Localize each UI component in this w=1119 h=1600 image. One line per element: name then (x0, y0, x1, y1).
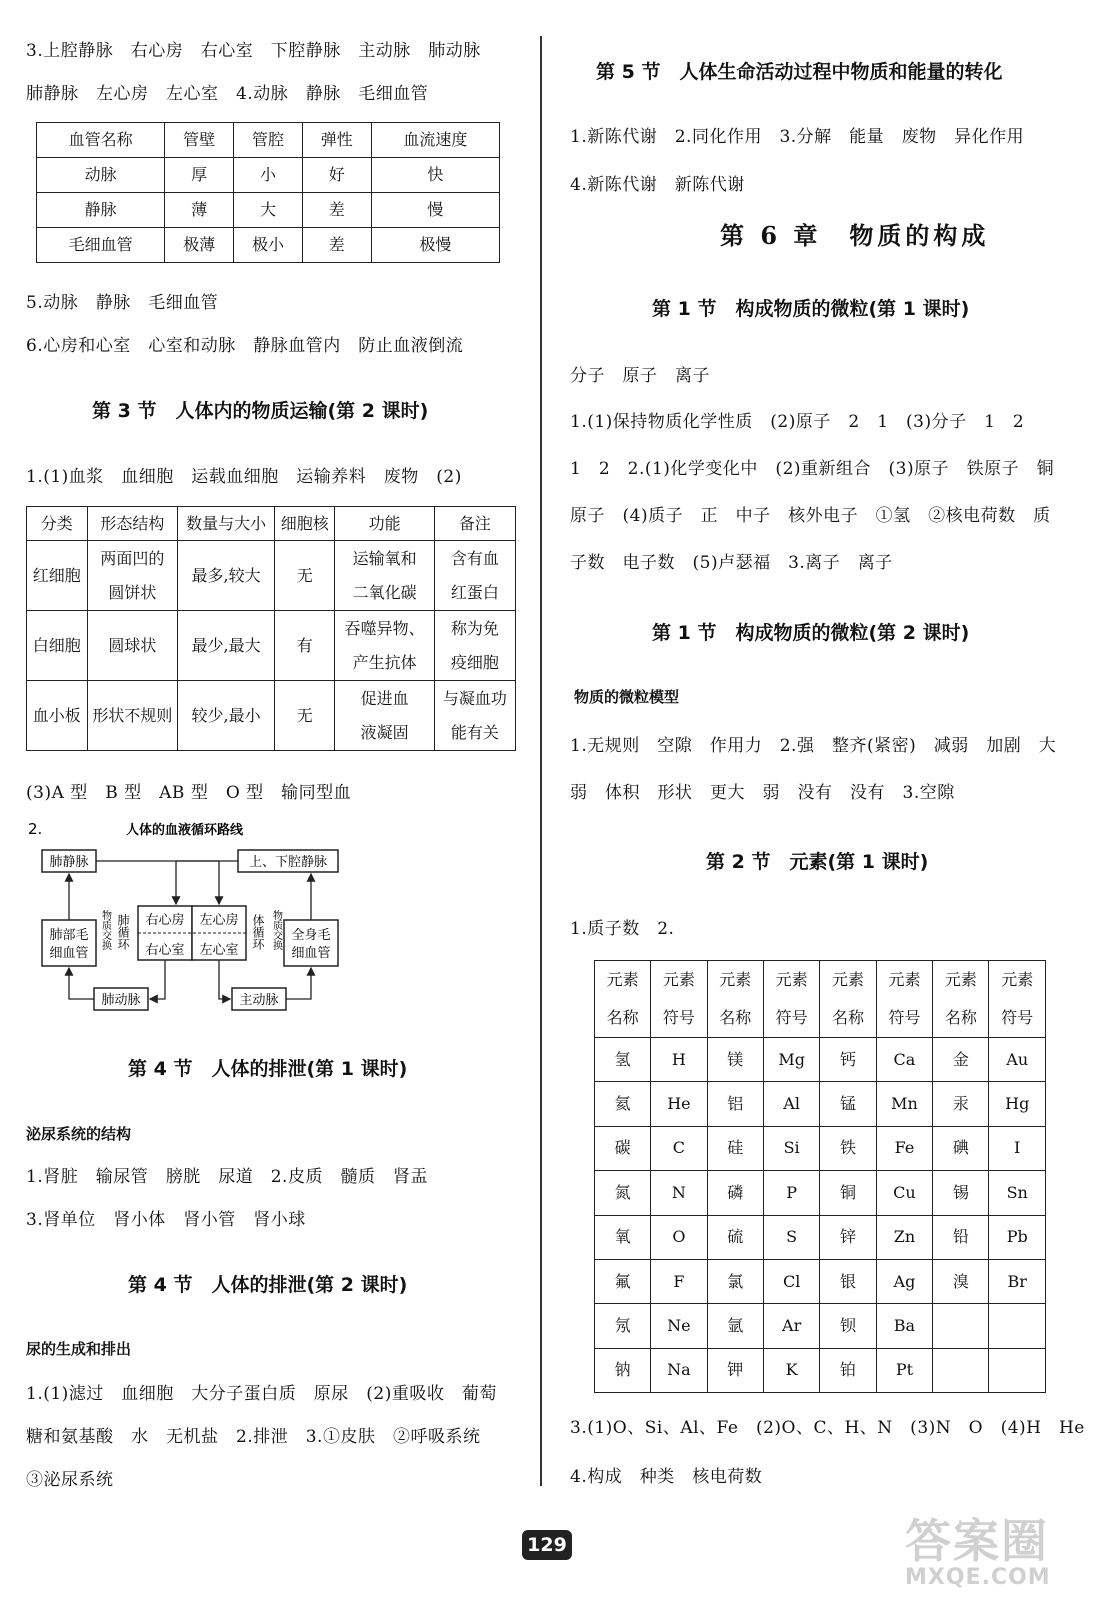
table-cell: 形状不规则 (87, 681, 178, 751)
flow-arrow (219, 960, 230, 999)
answer-line: 1.肾脏 输尿管 膀胱 尿道 2.皮质 髓质 肾盂 (26, 1167, 428, 1187)
answer-line: ③泌尿系统 (26, 1470, 114, 1490)
table-cell: 氮 (595, 1171, 651, 1215)
flow-arrow (286, 968, 311, 999)
table-cell: 钙 (820, 1038, 876, 1082)
cell-text-line: 吞噬异物、 (344, 618, 425, 638)
right-ventricle-label: 右心室 (145, 943, 185, 958)
answer-line: 1.质子数 2. (570, 919, 675, 939)
cell-text-line: 名称 (606, 1008, 639, 1027)
table-row (37, 158, 500, 193)
pulmonary-circulation-label: 肺循环 (116, 914, 130, 950)
cell-text-line: 红蛋白 (450, 582, 499, 602)
table-row (27, 611, 516, 681)
table-header-cell (820, 961, 876, 1038)
table-cell: Sn (989, 1171, 1046, 1215)
cell-text-line: 元素 (606, 970, 639, 989)
table-cell: 快 (371, 158, 499, 193)
table-cell: 圆球状 (87, 611, 178, 681)
table-row (37, 193, 500, 228)
table-cell: 极小 (234, 228, 303, 263)
table-cell: 银 (820, 1259, 876, 1303)
table-row (595, 1126, 1046, 1170)
answer-line: 肺静脉 左心房 左心室 4.动脉 静脉 毛细血管 (26, 84, 429, 104)
table-cell: 最多,较大 (178, 541, 275, 611)
answer-line: 1.新陈代谢 2.同化作用 3.分解 能量 废物 异化作用 (570, 127, 1025, 147)
table-cell: 差 (302, 193, 371, 228)
body-capillaries-label: 细血管 (291, 946, 331, 961)
cell-text-line: 元素 (662, 970, 695, 989)
table-header-cell: 血流速度 (371, 123, 499, 158)
table-header-cell (595, 961, 651, 1038)
blood-circulation-diagram (26, 818, 376, 1014)
cell-text-line: 元素 (719, 970, 752, 989)
table-cell: N (651, 1171, 708, 1215)
table-cell: 氟 (595, 1259, 651, 1303)
cell-text-line: 名称 (719, 1008, 752, 1027)
table-cell (434, 541, 515, 611)
left-atrium-label: 左心房 (199, 913, 239, 928)
table-cell: Ca (876, 1038, 933, 1082)
table-header-cell: 功能 (335, 507, 434, 541)
material-exchange-label: 物质交换 (270, 910, 282, 950)
section-title: 第 3 节 人体内的物质运输(第 2 课时) (92, 400, 429, 422)
table-cell: 磷 (707, 1171, 763, 1215)
flow-arrow (69, 968, 94, 999)
pulmonary-artery-label: 肺动脉 (101, 993, 141, 1008)
table-cell: 碘 (933, 1126, 989, 1170)
cell-text-line: 符号 (775, 1008, 808, 1027)
answer-line: 1.无规则 空隙 作用力 2.强 整齐(紧密) 减弱 加剧 大 (570, 736, 1057, 756)
answer-line: 1.(1)血浆 血细胞 运载血细胞 运输养料 废物 (2) (26, 467, 462, 487)
table-cell (335, 541, 434, 611)
cell-text-line: 促进血 (360, 688, 409, 708)
answer-line: 原子 (4)质子 正 中子 核外电子 ①氢 ②核电荷数 质 (570, 506, 1051, 526)
table-cell (989, 1304, 1046, 1348)
table-cell (989, 1348, 1046, 1392)
table-cell: 汞 (933, 1082, 989, 1126)
subsection-title: 尿的生成和排出 (26, 1340, 132, 1358)
section-title: 第 5 节 人体生命活动过程中物质和能量的转化 (596, 61, 1003, 83)
table-cell: 好 (302, 158, 371, 193)
table-row (595, 1304, 1046, 1348)
vessel-table (36, 122, 500, 263)
table-cell (933, 1304, 989, 1348)
table-cell: 白细胞 (27, 611, 88, 681)
table-row (595, 1171, 1046, 1215)
table-row (595, 1082, 1046, 1126)
venae-cavae-label: 上、下腔静脉 (248, 855, 328, 870)
table-cell: 氖 (595, 1304, 651, 1348)
right-atrium-label: 右心房 (145, 913, 185, 928)
table-cell: 锰 (820, 1082, 876, 1126)
answer-line: 弱 体积 形状 更大 弱 没有 没有 3.空隙 (570, 783, 955, 803)
subsection-title: 泌尿系统的结构 (26, 1125, 132, 1143)
diagram-number: 2. (28, 820, 43, 838)
table-cell: 差 (302, 228, 371, 263)
table-cell: 硅 (707, 1126, 763, 1170)
answer-line: 子数 电子数 (5)卢瑟福 3.离子 离子 (570, 553, 893, 573)
table-row (27, 681, 516, 751)
cell-text-line: 符号 (662, 1008, 695, 1027)
cell-text-line: 能有关 (450, 722, 499, 742)
cell-text-line: 二氧化碳 (352, 582, 417, 602)
lung-capillaries-label: 肺部毛 (49, 928, 89, 943)
table-cell: 硫 (707, 1215, 763, 1259)
table-cell: Ar (763, 1304, 820, 1348)
table-cell: Br (989, 1259, 1046, 1303)
section-title: 第 4 节 人体的排泄(第 1 课时) (128, 1058, 408, 1080)
table-cell: Zn (876, 1215, 933, 1259)
blood-cell-table (26, 506, 516, 751)
cell-text-line: 疫细胞 (450, 652, 499, 672)
table-cell: 极薄 (165, 228, 234, 263)
table-header-cell: 管腔 (234, 123, 303, 158)
systemic-circulation-label: 体循环 (251, 914, 265, 950)
answer-line: 糖和氨基酸 水 无机盐 2.排泄 3.①皮肤 ②呼吸系统 (26, 1427, 481, 1447)
table-header-cell: 血管名称 (37, 123, 165, 158)
table-cell: 薄 (165, 193, 234, 228)
answer-line: 5.动脉 静脉 毛细血管 (26, 293, 219, 313)
table-header-cell: 形态结构 (87, 507, 178, 541)
material-exchange-label: 物质交换 (99, 910, 111, 950)
table-cell: Al (763, 1082, 820, 1126)
table-cell: Mn (876, 1082, 933, 1126)
table-cell: Mg (763, 1038, 820, 1082)
table-header-cell: 备注 (434, 507, 515, 541)
cell-text-line: 含有血 (450, 548, 499, 568)
table-cell: C (651, 1126, 708, 1170)
diagram-title: 人体的血液循环路线 (126, 823, 244, 838)
cell-text-line: 元素 (832, 970, 865, 989)
table-cell: 铜 (820, 1171, 876, 1215)
table-cell (87, 541, 178, 611)
table-cell: K (763, 1348, 820, 1392)
table-cell: Na (651, 1348, 708, 1392)
cell-text-line: 元素 (944, 970, 977, 989)
table-cell: Cl (763, 1259, 820, 1303)
column-divider (540, 36, 542, 1486)
flow-arrow (96, 861, 219, 904)
table-cell: 铂 (820, 1348, 876, 1392)
table-cell: 大 (234, 193, 303, 228)
table-row (27, 541, 516, 611)
table-header-cell (933, 961, 989, 1038)
section-title: 第 2 节 元素(第 1 课时) (706, 851, 929, 873)
watermark-logo (905, 1505, 1100, 1595)
table-cell (434, 611, 515, 681)
table-header-cell (651, 961, 708, 1038)
table-cell: 有 (274, 611, 335, 681)
table-cell: 红细胞 (27, 541, 88, 611)
table-cell: 最少,最大 (178, 611, 275, 681)
table-cell: 碳 (595, 1126, 651, 1170)
answer-line: 3.上腔静脉 右心房 右心室 下腔静脉 主动脉 肺动脉 (26, 41, 481, 61)
table-header-cell: 数量与大小 (178, 507, 275, 541)
table-cell: Ag (876, 1259, 933, 1303)
cell-text-line: 运输氧和 (352, 548, 417, 568)
table-row (595, 1038, 1046, 1082)
table-cell: 钡 (820, 1304, 876, 1348)
table-cell: 慢 (371, 193, 499, 228)
table-cell: 氢 (595, 1038, 651, 1082)
table-cell: 较少,最小 (178, 681, 275, 751)
table-header-row (37, 123, 500, 158)
cell-text-line: 元素 (1001, 970, 1034, 989)
table-cell: 铝 (707, 1082, 763, 1126)
watermark-text: 答案圈 (905, 1514, 1049, 1568)
table-header-cell: 管壁 (165, 123, 234, 158)
answer-line: 分子 原子 离子 (570, 366, 710, 386)
table-header-cell: 细胞核 (274, 507, 335, 541)
aorta-label: 主动脉 (239, 993, 279, 1008)
table-cell: 氦 (595, 1082, 651, 1126)
table-cell: S (763, 1215, 820, 1259)
answer-line: 4.构成 种类 核电荷数 (570, 1467, 763, 1487)
flow-arrow (150, 960, 165, 999)
table-cell: 极慢 (371, 228, 499, 263)
table-cell: Cu (876, 1171, 933, 1215)
table-header-cell (763, 961, 820, 1038)
table-header-cell (876, 961, 933, 1038)
table-cell: 无 (274, 541, 335, 611)
table-cell: 铁 (820, 1126, 876, 1170)
table-cell: F (651, 1259, 708, 1303)
table-header-cell: 弹性 (302, 123, 371, 158)
left-ventricle-label: 左心室 (199, 943, 239, 958)
table-cell: Au (989, 1038, 1046, 1082)
cell-text-line: 符号 (888, 1008, 921, 1027)
table-cell: Hg (989, 1082, 1046, 1126)
table-cell: 无 (274, 681, 335, 751)
table-cell: Si (763, 1126, 820, 1170)
chapter-title: 第 6 章 物质的构成 (720, 221, 990, 250)
table-cell: 氩 (707, 1304, 763, 1348)
section-title: 第 1 节 构成物质的微粒(第 1 课时) (652, 298, 970, 320)
table-cell: 锡 (933, 1171, 989, 1215)
table-cell: Fe (876, 1126, 933, 1170)
element-table-body (595, 1038, 1046, 1393)
cell-text-line: 与凝血功 (442, 688, 507, 708)
table-cell (434, 681, 515, 751)
element-table (594, 960, 1046, 1393)
table-row (595, 1259, 1046, 1303)
table-cell: He (651, 1082, 708, 1126)
table-header-cell: 分类 (27, 507, 88, 541)
subsection-title: 物质的微粒模型 (574, 688, 680, 706)
table-header-cell (989, 961, 1046, 1038)
table-cell: 镁 (707, 1038, 763, 1082)
table-cell: 血小板 (27, 681, 88, 751)
cell-text-line: 两面凹的 (100, 548, 165, 568)
table-cell: 铅 (933, 1215, 989, 1259)
answer-line: 1.(1)滤过 血细胞 大分子蛋白质 原尿 (2)重吸收 葡萄 (26, 1384, 497, 1404)
answer-line: 4.新陈代谢 新陈代谢 (570, 175, 745, 195)
table-cell (335, 681, 434, 751)
table-cell: I (989, 1126, 1046, 1170)
watermark-url: MXQE.COM (905, 1565, 1051, 1590)
table-cell: 锌 (820, 1215, 876, 1259)
pulmonary-vein-label: 肺静脉 (49, 855, 89, 870)
table-cell: 金 (933, 1038, 989, 1082)
body-capillaries-label: 全身毛 (291, 928, 331, 943)
answer-line: 3.肾单位 肾小体 肾小管 肾小球 (26, 1210, 306, 1230)
table-cell: 静脉 (37, 193, 165, 228)
lung-capillaries-label: 细血管 (49, 946, 89, 961)
table-header-cell (707, 961, 763, 1038)
table-cell: Ba (876, 1304, 933, 1348)
table-cell: 钠 (595, 1348, 651, 1392)
cell-text-line: 圆饼状 (108, 582, 157, 602)
table-header-row (27, 507, 516, 541)
section-title: 第 4 节 人体的排泄(第 2 课时) (128, 1274, 408, 1296)
table-cell: P (763, 1171, 820, 1215)
answer-line: (3)A 型 B 型 AB 型 O 型 输同型血 (26, 783, 352, 803)
table-row (595, 1215, 1046, 1259)
cell-text-line: 产生抗体 (352, 652, 417, 672)
answer-line: 1.(1)保持物质化学性质 (2)原子 2 1 (3)分子 1 2 (570, 412, 1025, 432)
cell-text-line: 元素 (888, 970, 921, 989)
table-cell: O (651, 1215, 708, 1259)
cell-text-line: 名称 (944, 1008, 977, 1027)
table-row (595, 1348, 1046, 1392)
answer-line: 6.心房和心室 心室和动脉 静脉血管内 防止血液倒流 (26, 336, 464, 356)
table-cell: 厚 (165, 158, 234, 193)
table-cell (933, 1348, 989, 1392)
page-number: 129 (522, 1530, 572, 1560)
table-header-row (595, 961, 1046, 1038)
table-cell: H (651, 1038, 708, 1082)
table-row (37, 228, 500, 263)
table-cell: 毛细血管 (37, 228, 165, 263)
table-cell (335, 611, 434, 681)
table-cell: 溴 (933, 1259, 989, 1303)
cell-text-line: 称为免 (450, 618, 499, 638)
table-cell: 氧 (595, 1215, 651, 1259)
table-cell: 钾 (707, 1348, 763, 1392)
section-title: 第 1 节 构成物质的微粒(第 2 课时) (652, 622, 970, 644)
cell-text-line: 名称 (832, 1008, 865, 1027)
table-cell: 氯 (707, 1259, 763, 1303)
cell-text-line: 液凝固 (360, 722, 409, 742)
answer-line: 1 2 2.(1)化学变化中 (2)重新组合 (3)原子 铁原子 铜 (570, 459, 1055, 479)
table-cell: 动脉 (37, 158, 165, 193)
table-cell: Pt (876, 1348, 933, 1392)
answer-line: 3.(1)O、Si、Al、Fe (2)O、C、H、N (3)N O (4)H He (570, 1418, 1085, 1438)
table-cell: 小 (234, 158, 303, 193)
cell-text-line: 元素 (775, 970, 808, 989)
cell-text-line: 符号 (1001, 1008, 1034, 1027)
table-cell: Ne (651, 1304, 708, 1348)
table-cell: Pb (989, 1215, 1046, 1259)
